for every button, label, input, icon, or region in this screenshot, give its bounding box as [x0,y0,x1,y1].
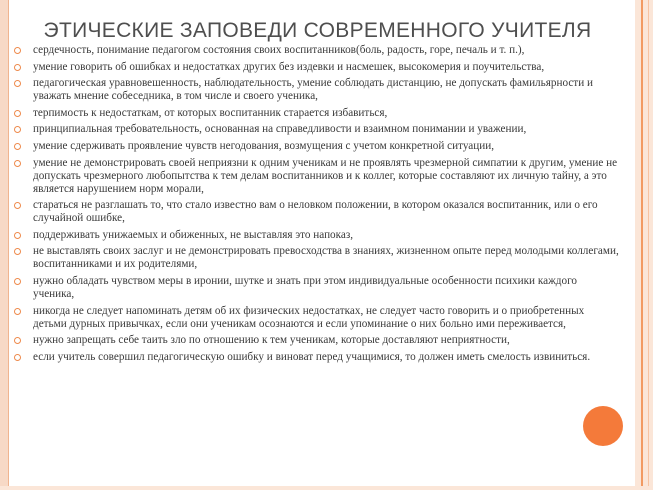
list-item [14,334,620,347]
list-item-text: не выставлять своих заслуг и не демонстрировать превосходства в знаниях, жизненном опыте перед молодыми коллегами, воспитанниками и их родителями, [33,245,619,271]
decorative-orange-circle [583,406,623,446]
list-item-text: нужно запрещать себе таить зло по отношению к тем ученикам, которые доставляют неприятности, [33,334,510,347]
list-item [14,157,620,196]
list-item [14,305,620,331]
list-item-text: поддерживать унижаемых и обиженных, не выставляя это напоказ, [33,228,354,241]
list-item [14,140,620,153]
right-border-decoration [635,0,653,490]
list-item [14,61,620,74]
list-item-text: умение не демонстрировать своей неприязни к одним ученикам и не проявлять чрезмерной симпатии к другим, умение не допускать чрезмерного любопытства к тем делам воспитанников и к коллег, которые составляют их личную тайну, а это является нарушением норм морали, [33,156,618,195]
right-border-line [641,0,643,490]
list-item-text: никогда не следует напоминать детям об их физических недостатках, не следует часто говорить и о приобретенных детьми дурных привычках, если они ученикам осознаются и если упоминание о них больно ими переживается, [33,304,585,330]
list-item [14,123,620,136]
list-item-text: нужно обладать чувством меры в иронии, шутке и знать при этом индивидуальные особенности психики каждого ученика, [33,274,577,300]
list-item-text: педагогическая уравновешенность, наблюдательность, умение соблюдать дистанцию, не допускать фамильярности и уважать мнение собеседника, в том числе и своего ученика, [33,77,593,103]
list-item [14,245,620,271]
bullet-list [14,44,620,367]
list-item [14,107,620,120]
bullet-circle-icon [14,47,21,54]
bullet-circle-icon [14,126,21,133]
list-item-text: принципиальная требовательность, основанная на справедливости и взаимном понимании и уважении, [33,123,527,136]
list-item [14,229,620,242]
bullet-circle-icon [14,160,21,167]
bullet-circle-icon [14,248,21,255]
list-item-text: терпимость к недостаткам, от которых воспитанник старается избавиться, [33,106,388,119]
bullet-circle-icon [14,80,21,87]
slide-title: ЭТИЧЕСКИЕ ЗАПОВЕДИ СОВРЕМЕННОГО УЧИТЕЛЯ [43,19,592,42]
list-item-text: если учитель совершил педагогическую ошибку и виноват перед учащимися, то должен иметь смелость извиниться. [33,350,591,363]
list-item [14,77,620,103]
bullet-circle-icon [14,232,21,239]
list-item [14,351,620,364]
list-item [14,199,620,225]
bullet-circle-icon [14,337,21,344]
bullet-circle-icon [14,64,21,71]
bullet-circle-icon [14,308,21,315]
list-item-text: умение говорить об ошибках и недостатках других без издевки и насмешек, высокомерия и поучительства, [33,60,545,73]
left-border-decoration [0,0,9,490]
bullet-circle-icon [14,278,21,285]
bullet-circle-icon [14,354,21,361]
list-item [14,44,620,57]
list-item-text: стараться не разглашать то, что стало известно вам о неловком положении, в котором оказался воспитанник, или о его случайной ошибке, [33,199,598,225]
bullet-circle-icon [14,110,21,117]
bullet-circle-icon [14,202,21,209]
bottom-border-decoration [0,486,653,490]
right-border-line-thin [648,0,649,490]
bullet-circle-icon [14,143,21,150]
list-item [14,275,620,301]
list-item-text: сердечность, понимание педагогом состояния своих воспитанников(боль, радость, горе, печаль и т. п.), [33,44,525,56]
list-item-text: умение сдерживать проявление чувств негодования, возмущения с учетом конкретной ситуации, [33,139,495,152]
